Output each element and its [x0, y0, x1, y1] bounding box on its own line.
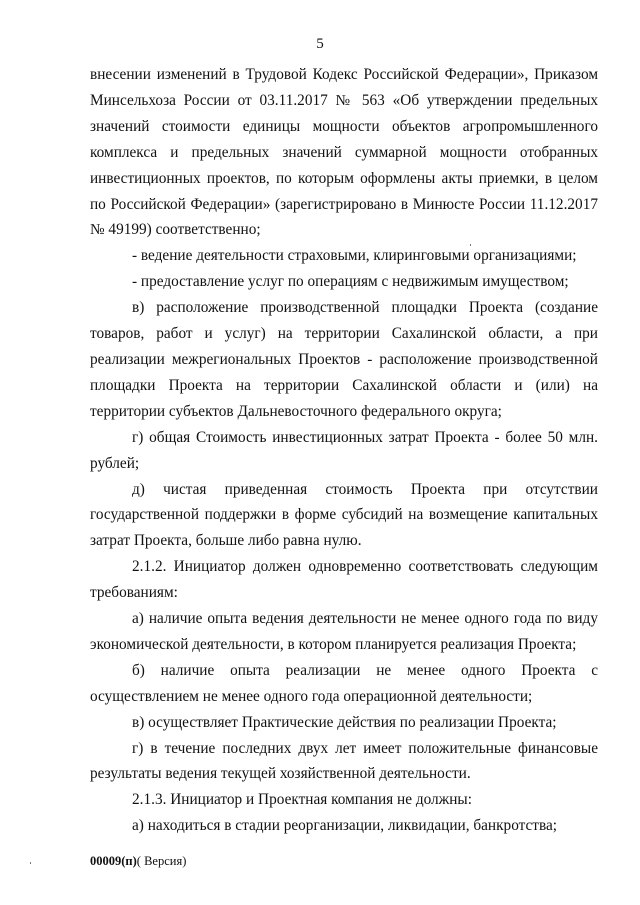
paragraph: 2.1.3. Инициатор и Проектная компания не должны:	[132, 791, 472, 809]
page-number: 5	[316, 36, 324, 52]
paragraph: 2.1.2. Инициатор должен одновременно соответствовать следующим требованиям:	[90, 558, 598, 602]
paragraph: а) находиться в стадии реорганизации, ликвидации, банкротства;	[132, 817, 558, 835]
paragraph: - предоставление услуг по операциям с недвижимым имуществом;	[132, 273, 569, 291]
paragraph: д) чистая приведенная стоимость Проекта при отсутствии государственной поддержки в форме субсидий на возмещение капитальных затрат Проекта, больше либо равна нулю.	[90, 480, 598, 550]
paragraph: в) осуществляет Практические действия по реализации Проекта;	[132, 713, 557, 731]
scan-speck	[30, 862, 31, 864]
paragraph: в) расположение производственной площадки Проекта (создание товаров, работ и услуг) на территории Сахалинской области, а при реализации межрегиональных Проектов - расположение производственной площадки Проекта на территории Сахалинской области и (или) на территории субъектов Дальневосточного федерального округа;	[90, 299, 598, 420]
paragraph: - ведение деятельности страховыми, клиринговыми организациями;	[132, 247, 577, 265]
document-body	[90, 62, 598, 839]
footer	[90, 854, 186, 869]
scan-speck	[470, 244, 471, 246]
paragraph: б) наличие опыта реализации не менее одного Проекта с осуществлением не менее одного года операционной деятельности;	[90, 661, 598, 705]
document-code: 00009(п)	[90, 854, 137, 868]
document-version: ( Версия)	[136, 854, 187, 868]
paragraph: г) в течение последних двух лет имеет положительные финансовые результаты ведения текущей хозяйственной деятельности.	[90, 739, 598, 783]
paragraph: г) общая Стоимость инвестиционных затрат Проекта - более 50 млн. рублей;	[90, 428, 598, 472]
paragraph: а) наличие опыта ведения деятельности не менее одного года по виду экономической деятельности, в котором планируется реализация Проекта;	[90, 610, 598, 653]
paragraph: внесении изменений в Трудовой Кодекс Российской Федерации», Приказом Минсельхоза России от 03.11.2017 № 563 «Об утверждении предельных значений стоимости единицы мощности объектов агропромышленного комплекса и предельных значений суммарной мощности отобранных инвестиционных проектов, по которым оформлены акты приемки, в целом по Российской Федерации» (зарегистрировано в Минюсте России 11.12.2017 № 49199) соответственно;	[90, 66, 598, 239]
